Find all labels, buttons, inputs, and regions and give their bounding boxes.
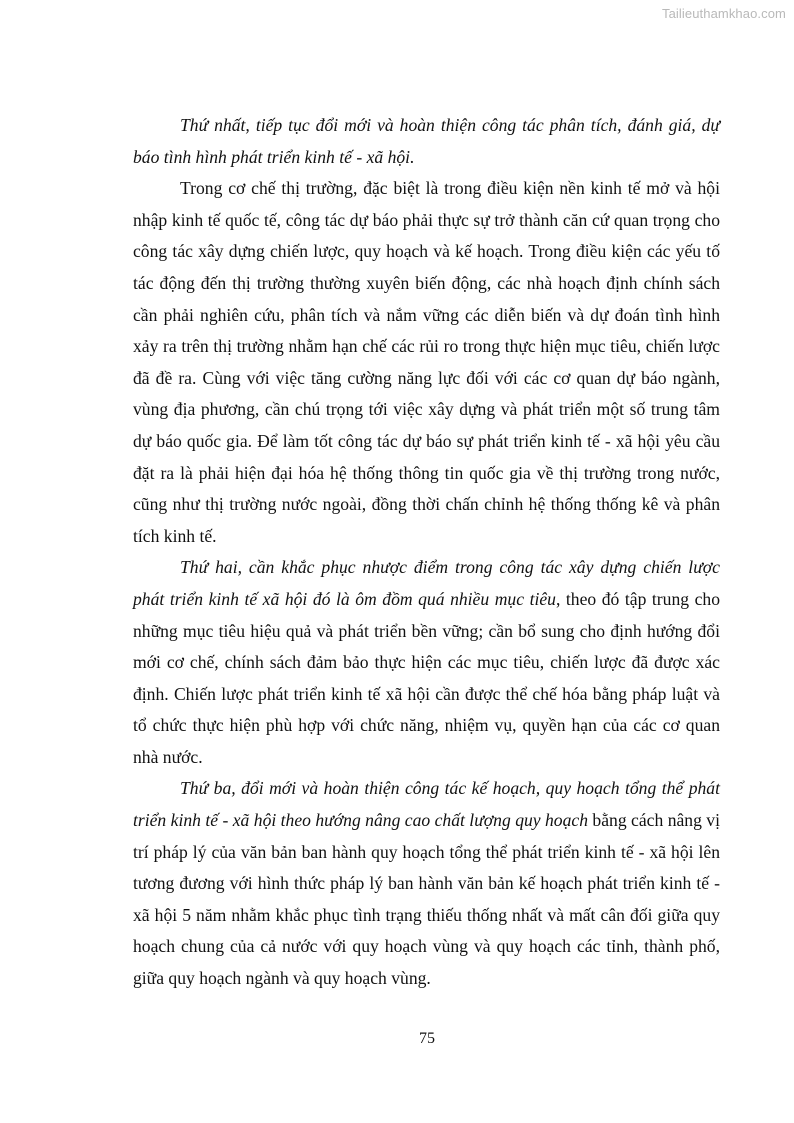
- paragraph-1-italic: Thứ nhất, tiếp tục đổi mới và hoàn thiện công tác phân tích, đánh giá, dự báo tình hình phát triển kinh tế - xã hội.: [133, 115, 720, 167]
- paragraph-2-text: Trong cơ chế thị trường, đặc biệt là trong điều kiện nền kinh tế mở và hội nhập kinh tế quốc tế, công tác dự báo phải thực sự trở thành căn cứ quan trọng cho công tác xây dựng chiến lược, quy hoạch và kế hoạch. Trong điều kiện các yếu tố tác động đến thị trường thường xuyên biến động, các nhà hoạch định chính sách cần phải nghiên cứu, phân tích và nắm vững các diễn biến và dự đoán tình hình xảy ra trên thị trường nhằm hạn chế các rủi ro trong thực hiện mục tiêu, chiến lược đã đề ra. Cùng với việc tăng cường năng lực đối với các cơ quan dự báo ngành, vùng địa phương, cần chú trọng tới việc xây dựng và phát triển một số trung tâm dự báo quốc gia. Để làm tốt công tác dự báo sự phát triển kinh tế - xã hội yêu cầu đặt ra là phải hiện đại hóa hệ thống thông tin quốc gia về thị trường trong nước, cũng như thị trường nước ngoài, đồng thời chấn chỉnh hệ thống thống kê và phân tích kinh tế.: [133, 178, 720, 546]
- paragraph-3: [133, 552, 720, 773]
- watermark-text: Tailieuthamkhao.com: [661, 6, 786, 21]
- paragraph-2: [133, 173, 720, 552]
- paragraph-1: [133, 110, 720, 173]
- paragraph-4: [133, 773, 720, 994]
- document-body: [133, 110, 720, 995]
- paragraph-3-italic: Thứ hai, cần khắc phục nhược điểm trong công tác xây dựng chiến lược phát triển kinh tế xã hội đó là ôm đồm quá nhiều mục tiêu: [133, 557, 720, 609]
- page-number: 75: [419, 1030, 435, 1047]
- paragraph-4-text: bằng cách nâng vị trí pháp lý của văn bản ban hành quy hoạch tổng thể phát triển kinh tế - xã hội lên tương đương với hình thức pháp lý ban hành văn bản kế hoạch phát triển kinh tế - xã hội 5 năm nhằm khắc phục tình trạng thiếu thống nhất và mất cân đối giữa quy hoạch chung của cả nước với quy hoạch vùng và quy hoạch các tỉnh, thành phố, giữa quy hoạch ngành và quy hoạch vùng.: [133, 810, 720, 989]
- paragraph-3-text: , theo đó tập trung cho những mục tiêu hiệu quả và phát triển bền vững; cần bổ sung cho định hướng đổi mới cơ chế, chính sách đảm bảo thực hiện các mục tiêu, chiến lược đã được xác định. Chiến lược phát triển kinh tế xã hội cần được thể chế hóa bằng pháp luật và tổ chức thực hiện phù hợp với chức năng, nhiệm vụ, quyền hạn của các cơ quan nhà nước.: [133, 588, 721, 767]
- paragraph-4-italic: Thứ ba, đổi mới và hoàn thiện công tác kế hoạch, quy hoạch tổng thể phát triển kinh tế - xã hội theo hướng nâng cao chất lượng quy hoạch: [133, 778, 720, 831]
